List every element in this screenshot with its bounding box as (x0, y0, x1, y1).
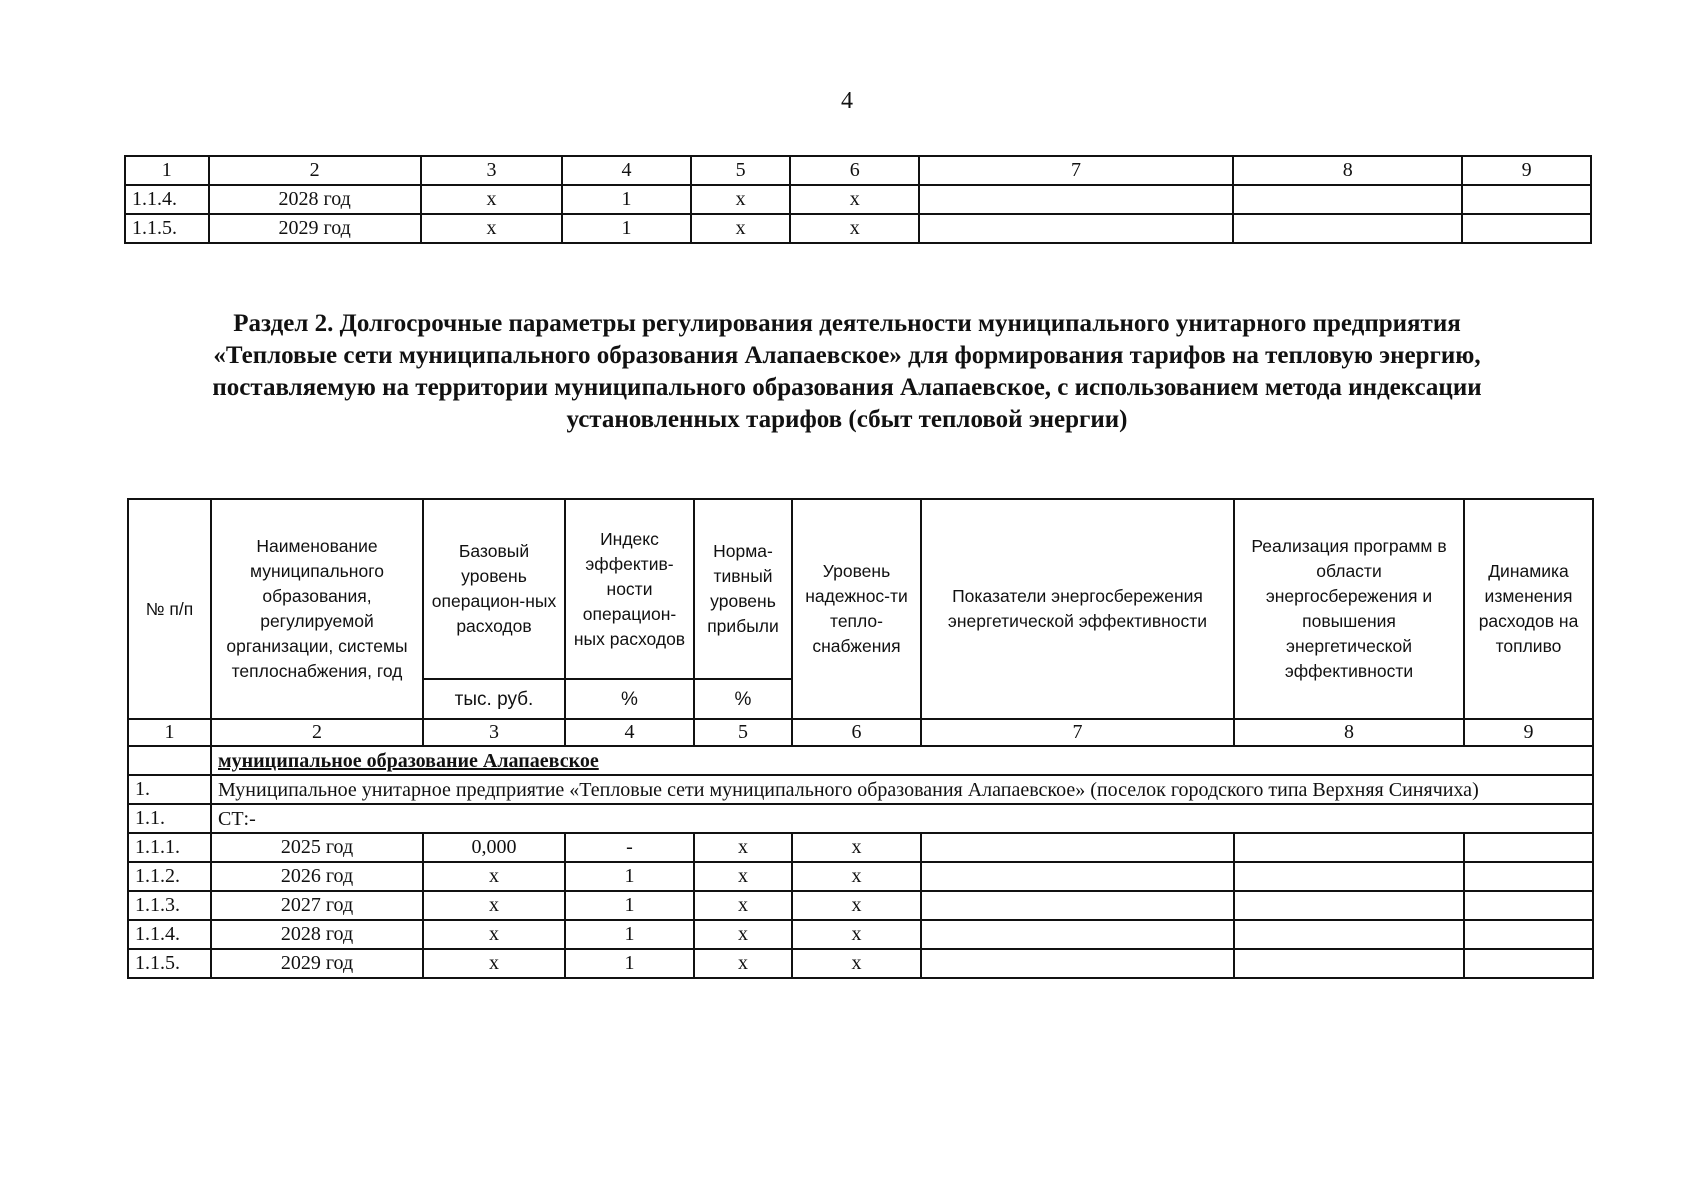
table-row (128, 833, 1593, 862)
column-number: 8 (1233, 156, 1462, 185)
profit-level-cell: х (694, 920, 792, 949)
section-title-line: Раздел 2. Долгосрочные параметры регулирования деятельности муниципального унитарного предприятия (233, 310, 1461, 337)
column-number-row (128, 719, 1593, 746)
base-opex-cell: х (421, 185, 562, 214)
reliability-cell: х (790, 214, 919, 243)
energy-saving-cell (921, 862, 1234, 891)
reliability-cell: х (790, 185, 919, 214)
unit-percent: % (694, 679, 792, 719)
reliability-cell: х (792, 949, 921, 978)
column-number: 5 (694, 719, 792, 746)
column-number: 5 (691, 156, 791, 185)
year-cell: 2028 год (209, 185, 421, 214)
year-cell: 2029 год (211, 949, 423, 978)
efficiency-index-cell: - (565, 833, 694, 862)
organization-row (128, 775, 1593, 804)
column-number-row (125, 156, 1591, 185)
column-number: 7 (921, 719, 1234, 746)
section-title-line: поставляемую на территории муниципального образования Алапаевское, с использованием метода индексации (212, 374, 1482, 401)
row-index: 1.1. (128, 804, 211, 833)
efficiency-index-cell: 1 (562, 185, 691, 214)
system-row (128, 804, 1593, 833)
efficiency-index-cell: 1 (565, 949, 694, 978)
profit-level-cell: х (694, 891, 792, 920)
program-cell (1233, 214, 1462, 243)
base-opex-cell: х (423, 949, 565, 978)
base-opex-cell: х (423, 891, 565, 920)
column-number: 9 (1464, 719, 1593, 746)
unit-thousand-rub: тыс. руб. (423, 679, 565, 719)
organization-name: Муниципальное унитарное предприятие «Тепловые сети муниципального образования Алапаевское» (поселок городского типа Верхняя Синячиха) (211, 775, 1593, 804)
program-cell (1234, 862, 1464, 891)
municipality-row (128, 746, 1593, 775)
column-number: 1 (128, 719, 211, 746)
program-cell (1234, 920, 1464, 949)
year-cell: 2027 год (211, 891, 423, 920)
table-row (128, 949, 1593, 978)
year-cell: 2028 год (211, 920, 423, 949)
column-number: 8 (1234, 719, 1464, 746)
row-index: 1.1.5. (125, 214, 209, 243)
year-cell: 2025 год (211, 833, 423, 862)
program-cell (1233, 185, 1462, 214)
reliability-cell: х (792, 862, 921, 891)
base-opex-cell: 0,000 (423, 833, 565, 862)
program-cell (1234, 949, 1464, 978)
row-index: 1.1.2. (128, 862, 211, 891)
base-opex-cell: х (421, 214, 562, 243)
fuel-dynamics-cell (1464, 833, 1593, 862)
header-row (128, 499, 1593, 679)
table-row (125, 185, 1591, 214)
energy-saving-cell (919, 214, 1233, 243)
profit-level-cell: х (691, 214, 791, 243)
base-opex-cell: х (423, 920, 565, 949)
municipality-label: муниципальное образование Алапаевское (218, 749, 599, 772)
reliability-cell: х (792, 891, 921, 920)
section-title (100, 308, 1594, 436)
table-row (128, 862, 1593, 891)
energy-saving-cell (921, 833, 1234, 862)
column-number: 7 (919, 156, 1233, 185)
fuel-dynamics-cell (1464, 862, 1593, 891)
header-number: № п/п (128, 499, 211, 719)
header-reliability: Уровень надежнос-ти тепло-снабжения (792, 499, 921, 719)
energy-saving-cell (921, 891, 1234, 920)
energy-saving-cell (921, 949, 1234, 978)
energy-saving-cell (919, 185, 1233, 214)
table-row (125, 214, 1591, 243)
fuel-dynamics-cell (1464, 949, 1593, 978)
reliability-cell: х (792, 833, 921, 862)
section-title-line: «Тепловые сети муниципального образования Алапаевское» для формирования тарифов на тепловую энергию, (213, 342, 1481, 369)
system-name: СТ:- (211, 804, 1593, 833)
header-efficiency-index: Индекс эффектив-ности операцион-ных расходов (565, 499, 694, 679)
fuel-dynamics-cell (1464, 920, 1593, 949)
reliability-cell: х (792, 920, 921, 949)
empty-cell (128, 746, 211, 775)
column-number: 4 (565, 719, 694, 746)
header-base-opex: Базовый уровень операцион-ных расходов (423, 499, 565, 679)
column-number: 2 (209, 156, 421, 185)
efficiency-index-cell: 1 (562, 214, 691, 243)
year-cell: 2029 год (209, 214, 421, 243)
efficiency-index-cell: 1 (565, 862, 694, 891)
row-index: 1.1.4. (128, 920, 211, 949)
profit-level-cell: х (694, 862, 792, 891)
table-row (128, 891, 1593, 920)
header-programs: Реализация программ в области энергосбережения и повышения энергетической эффективности (1234, 499, 1464, 719)
row-index: 1.1.1. (128, 833, 211, 862)
column-number: 3 (421, 156, 562, 185)
column-number: 6 (792, 719, 921, 746)
row-index: 1.1.5. (128, 949, 211, 978)
header-profit-level: Норма-тивный уровень прибыли (694, 499, 792, 679)
column-number: 4 (562, 156, 691, 185)
header-fuel-dynamics: Динамика изменения расходов на топливо (1464, 499, 1593, 719)
fuel-dynamics-cell (1462, 185, 1591, 214)
program-cell (1234, 833, 1464, 862)
header-energy-saving: Показатели энергосбережения энергетической эффективности (921, 499, 1234, 719)
base-opex-cell: х (423, 862, 565, 891)
row-index: 1.1.3. (128, 891, 211, 920)
efficiency-index-cell: 1 (565, 891, 694, 920)
energy-saving-cell (921, 920, 1234, 949)
profit-level-cell: х (691, 185, 791, 214)
column-number: 2 (211, 719, 423, 746)
header-name: Наименование муниципального образования, регулируемой организации, системы теплоснабжения, год (211, 499, 423, 719)
table-row (128, 920, 1593, 949)
fuel-dynamics-cell (1462, 214, 1591, 243)
row-index: 1. (128, 775, 211, 804)
efficiency-index-cell: 1 (565, 920, 694, 949)
column-number: 9 (1462, 156, 1591, 185)
row-index: 1.1.4. (125, 185, 209, 214)
unit-percent: % (565, 679, 694, 719)
parameters-table (127, 498, 1594, 979)
profit-level-cell: х (694, 833, 792, 862)
profit-level-cell: х (694, 949, 792, 978)
column-number: 1 (125, 156, 209, 185)
municipality-cell (211, 746, 1593, 775)
section-title-line: установленных тарифов (сбыт тепловой энергии) (566, 406, 1128, 433)
year-cell: 2026 год (211, 862, 423, 891)
column-number: 3 (423, 719, 565, 746)
continuation-table (124, 155, 1592, 244)
fuel-dynamics-cell (1464, 891, 1593, 920)
page-number: 4 (841, 88, 853, 114)
program-cell (1234, 891, 1464, 920)
column-number: 6 (790, 156, 919, 185)
